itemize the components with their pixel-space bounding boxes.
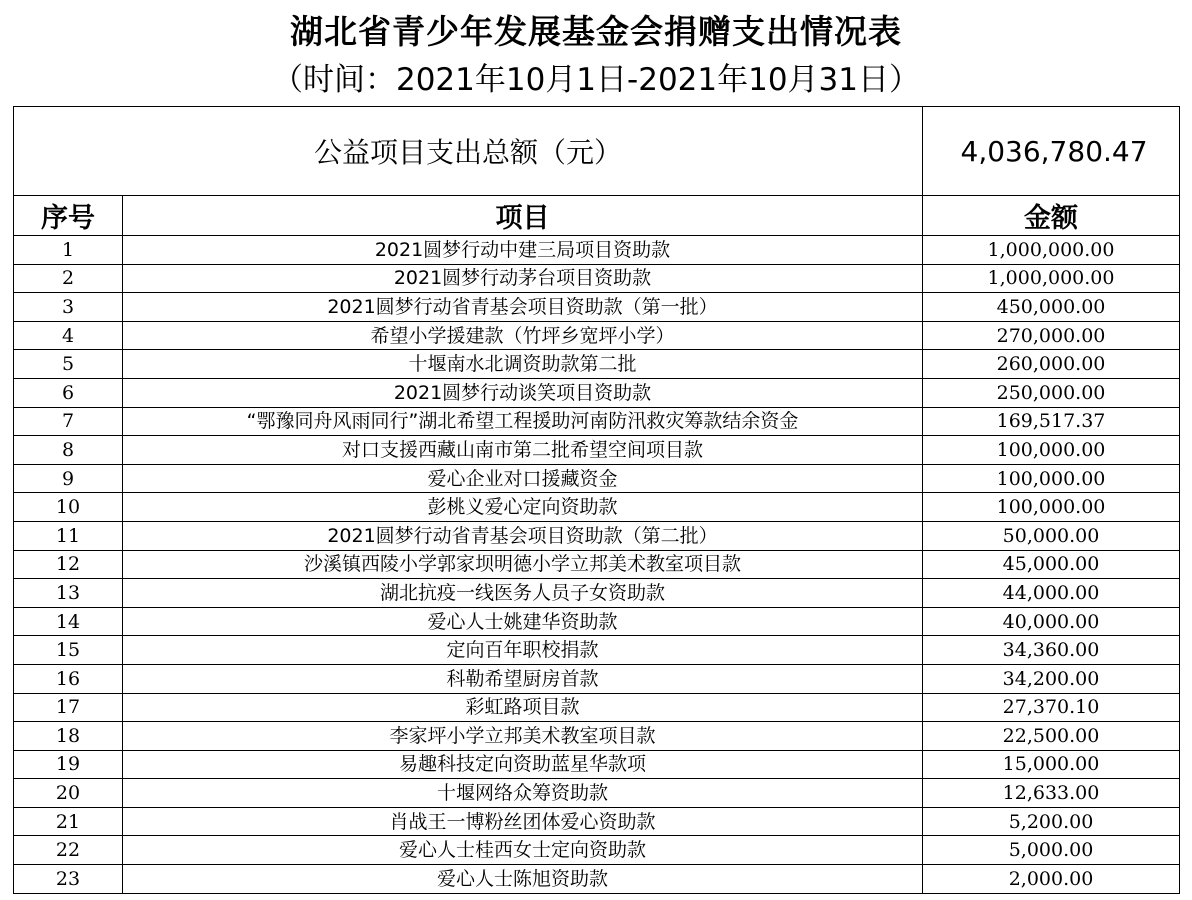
table-row [14,350,1180,379]
table-row [14,293,1180,322]
row-amount: 1,000,000.00 [923,264,1180,293]
row-number: 20 [14,779,123,808]
table-row [14,750,1180,779]
row-amount: 34,360.00 [923,636,1180,665]
row-amount: 270,000.00 [923,321,1180,350]
table-row [14,779,1180,808]
row-amount: 5,000.00 [923,836,1180,865]
row-item: 肖战王一博粉丝团体爱心资助款 [123,807,923,836]
column-header-amount: 金额 [923,196,1180,236]
header-row [14,196,1180,236]
row-item: 爱心人士陈旭资助款 [123,865,923,894]
row-number: 23 [14,865,123,894]
row-number: 10 [14,493,123,522]
row-item: 爱心人士姚建华资助款 [123,607,923,636]
row-amount: 45,000.00 [923,550,1180,579]
row-number: 19 [14,750,123,779]
row-number: 5 [14,350,123,379]
row-item: 沙溪镇西陵小学郭家坝明德小学立邦美术教室项目款 [123,550,923,579]
row-amount: 44,000.00 [923,579,1180,608]
table-row [14,436,1180,465]
table-row [14,836,1180,865]
row-item: 科勒希望厨房首款 [123,664,923,693]
row-number: 17 [14,693,123,722]
table-row [14,865,1180,894]
row-number: 22 [14,836,123,865]
row-amount: 260,000.00 [923,350,1180,379]
row-item: 十堰网络众筹资助款 [123,779,923,808]
row-item: 定向百年职校捐款 [123,636,923,665]
table-row [14,378,1180,407]
page-title: 湖北省青少年发展基金会捐赠支出情况表 [290,12,902,51]
row-amount: 40,000.00 [923,607,1180,636]
table-row [14,236,1180,265]
row-number: 18 [14,722,123,751]
row-number: 3 [14,293,123,322]
row-number: 4 [14,321,123,350]
table-row [14,407,1180,436]
row-item: 爱心人士桂西女士定向资助款 [123,836,923,865]
row-number: 16 [14,664,123,693]
row-item: 2021圆梦行动省青基会项目资助款（第一批） [123,293,923,322]
date-range-subtitle: （时间：2021年10月1日-2021年10月31日） [271,62,921,98]
row-item: 李家坪小学立邦美术教室项目款 [123,722,923,751]
row-amount: 5,200.00 [923,807,1180,836]
row-number: 2 [14,264,123,293]
table-row [14,664,1180,693]
donation-expense-table [13,106,1180,894]
row-number: 11 [14,521,123,550]
row-amount: 27,370.10 [923,693,1180,722]
row-item: 十堰南水北调资助款第二批 [123,350,923,379]
row-number: 13 [14,579,123,608]
summary-row [14,107,1180,196]
summary-value: 4,036,780.47 [923,107,1180,196]
row-number: 9 [14,464,123,493]
row-item: 对口支援西藏山南市第二批希望空间项目款 [123,436,923,465]
row-item: 2021圆梦行动谈笑项目资助款 [123,378,923,407]
row-number: 1 [14,236,123,265]
row-amount: 1,000,000.00 [923,236,1180,265]
row-number: 6 [14,378,123,407]
row-item: 湖北抗疫一线医务人员子女资助款 [123,579,923,608]
row-amount: 100,000.00 [923,493,1180,522]
row-item: 彩虹路项目款 [123,693,923,722]
row-item: 易趣科技定向资助蓝星华款项 [123,750,923,779]
row-item: 2021圆梦行动中建三局项目资助款 [123,236,923,265]
row-number: 12 [14,550,123,579]
row-amount: 15,000.00 [923,750,1180,779]
row-amount: 100,000.00 [923,436,1180,465]
row-item: 2021圆梦行动省青基会项目资助款（第二批） [123,521,923,550]
table-row [14,493,1180,522]
row-number: 21 [14,807,123,836]
row-number: 14 [14,607,123,636]
table-row [14,636,1180,665]
table-row [14,693,1180,722]
row-amount: 12,633.00 [923,779,1180,808]
row-item: 彭桃义爱心定向资助款 [123,493,923,522]
row-amount: 34,200.00 [923,664,1180,693]
table-row [14,607,1180,636]
column-header-item: 项目 [123,196,923,236]
row-number: 15 [14,636,123,665]
table-row [14,521,1180,550]
row-item: 爱心企业对口援藏资金 [123,464,923,493]
table-row [14,550,1180,579]
row-amount: 22,500.00 [923,722,1180,751]
row-amount: 450,000.00 [923,293,1180,322]
row-item: 希望小学援建款（竹坪乡宽坪小学） [123,321,923,350]
row-number: 8 [14,436,123,465]
row-number: 7 [14,407,123,436]
table-row [14,722,1180,751]
table-row [14,321,1180,350]
row-item: “鄂豫同舟风雨同行”湖北希望工程援助河南防汛救灾筹款结余资金 [123,407,923,436]
table-row [14,579,1180,608]
table-row [14,464,1180,493]
table-row [14,264,1180,293]
row-amount: 250,000.00 [923,378,1180,407]
summary-label: 公益项目支出总额（元） [14,107,923,196]
table-row [14,807,1180,836]
row-amount: 50,000.00 [923,521,1180,550]
row-amount: 169,517.37 [923,407,1180,436]
row-item: 2021圆梦行动茅台项目资助款 [123,264,923,293]
row-amount: 2,000.00 [923,865,1180,894]
column-header-no: 序号 [14,196,123,236]
row-amount: 100,000.00 [923,464,1180,493]
